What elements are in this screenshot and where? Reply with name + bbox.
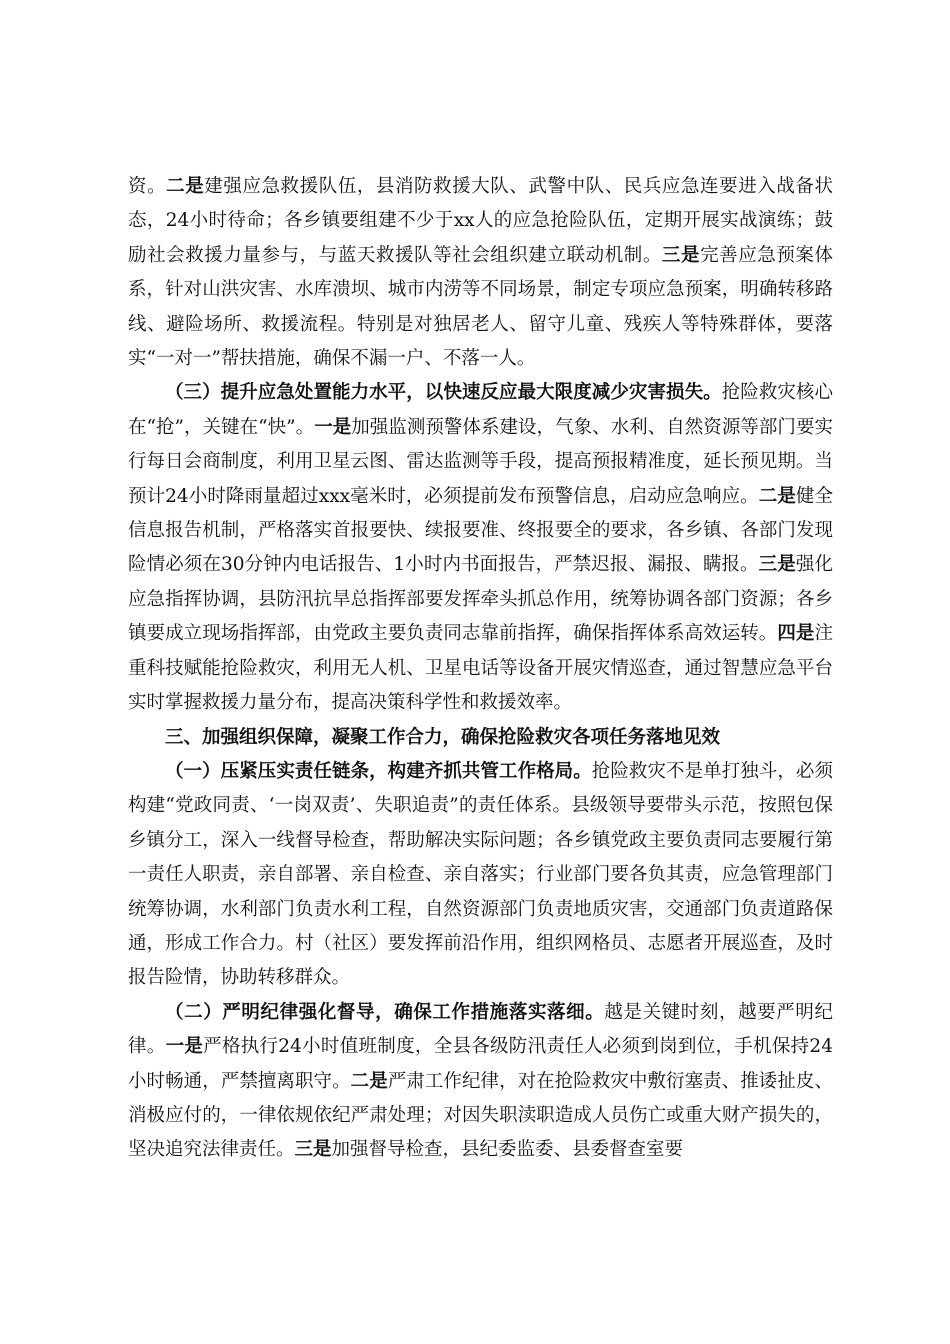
text-run: 健全信息报告机制，严格落实首报要快、续报要准、终报要全的要求，各乡镇、各部门发现险情必须在30分钟内电话报告、1小时内书面报告，严禁迟报、漏报、瞒报。 <box>128 485 833 576</box>
paragraph-responsibility-chain <box>128 755 833 996</box>
text-run: 资。 <box>128 176 167 197</box>
text-run: 抢险救灾核心在“抢”，关键在“快”。 <box>128 382 833 438</box>
text-run: 完善应急预案体系，针对山洪灾害、水库溃坝、城市内涝等不同场景，制定专项应急预案，明确转移路线、避险场所、救援流程。特别是对独居老人、留守儿童、残疾人等特殊群体，要落实“一对一”帮扶措施，确保不漏一户、不落一人。 <box>128 244 833 370</box>
text-run: 抢险救灾不是单打独斗，必须构建“党政同责、‘一岗双责’、失职追责”的责任体系。县级领导要带头示范，按照包保乡镇分工，深入一线督导检查，帮助解决实际问题；各乡镇党政主要负责同志要履行第一责任人职责，亲自部署、亲自检查、亲自落实；行业部门要各负其责，应急管理部门统筹协调，水利部门负责水利工程，自然资源部门负责地质灾害，交通部门负责道路保通，形成工作合力。村（社区）要发挥前沿作用，组织网格员、志愿者开展巡查，及时报告险情，协助转移群众。 <box>128 760 833 989</box>
bold-marker: 二是 <box>758 485 796 507</box>
text-run: 注重科技赋能抢险救灾，利用无人机、卫星电话等设备开展灾情巡查，通过智慧应急平台实时掌握救援力量分布，提高决策科学性和救援效率。 <box>128 623 833 714</box>
bold-marker: 三是 <box>661 244 701 266</box>
text-run: 严格执行24小时值班制度，全县各级防汛责任人必须到岗到位，手机保持24小时畅通，严禁擅离职守。 <box>128 1036 833 1092</box>
document-page <box>128 170 833 1168</box>
bold-marker: 二是 <box>166 176 205 197</box>
subheading: （一）压紧压实责任链条，构建齐抓共管工作格局。 <box>165 760 592 782</box>
paragraph-discipline <box>128 996 833 1168</box>
section-heading <box>128 721 833 755</box>
subheading: （二）严明纪律强化督导，确保工作措施落实落细。 <box>165 1001 605 1023</box>
paragraph-response-capacity <box>128 376 833 720</box>
text-run: 加强监测预警体系建设，气象、水利、自然资源等部门要实行每日会商制度，利用卫星云图、雷达监测等手段，提高预报精准度，延长预见期。当预计24小时降雨量超过xxx毫米时，必须提前发布预警信息，启动应急响应。 <box>128 416 833 507</box>
bold-marker: 三是 <box>294 1139 332 1161</box>
bold-marker: 二是 <box>350 1070 388 1092</box>
bold-marker: 三是 <box>758 554 796 576</box>
subheading: （三）提升应急处置能力水平，以快速反应最大限度减少灾害损失。 <box>165 382 722 404</box>
text-run: 建强应急救援队伍，县消防救援大队、武警中队、民兵应急连要进入战备状态，24小时待命；各乡镇要组建不少于xx人的应急抢险队伍，定期开展实战演练；鼓励社会救援力量参与，与蓝天救援队等社会组织建立联动机制。 <box>128 176 833 266</box>
section-heading-text: 三、加强组织保障，凝聚工作合力，确保抢险救灾各项任务落地见效 <box>165 726 721 748</box>
text-run: 加强督导检查，县纪委监委、县委督查室要 <box>331 1139 684 1161</box>
text-run: 越是关键时刻，越要严明纪律。 <box>128 1001 833 1058</box>
bold-marker: 四是 <box>777 623 815 645</box>
text-run: 严肃工作纪律，对在抢险救灾中敷衍塞责、推诿扯皮、消极应付的，一律依规依纪严肃处理；对因失职渎职造成人员伤亡或重大财产损失的，坚决追究法律责任。 <box>128 1070 833 1161</box>
bold-marker: 一是 <box>165 1036 204 1058</box>
text-run: 强化应急指挥协调，县防汛抗旱总指挥部要发挥牵头抓总作用，统筹协调各部门资源；各乡镇要成立现场指挥部，由党政主要负责同志靠前指挥，确保指挥体系高效运转。 <box>128 554 833 645</box>
bold-marker: 一是 <box>314 416 352 438</box>
paragraph-emergency-teams <box>128 170 833 376</box>
